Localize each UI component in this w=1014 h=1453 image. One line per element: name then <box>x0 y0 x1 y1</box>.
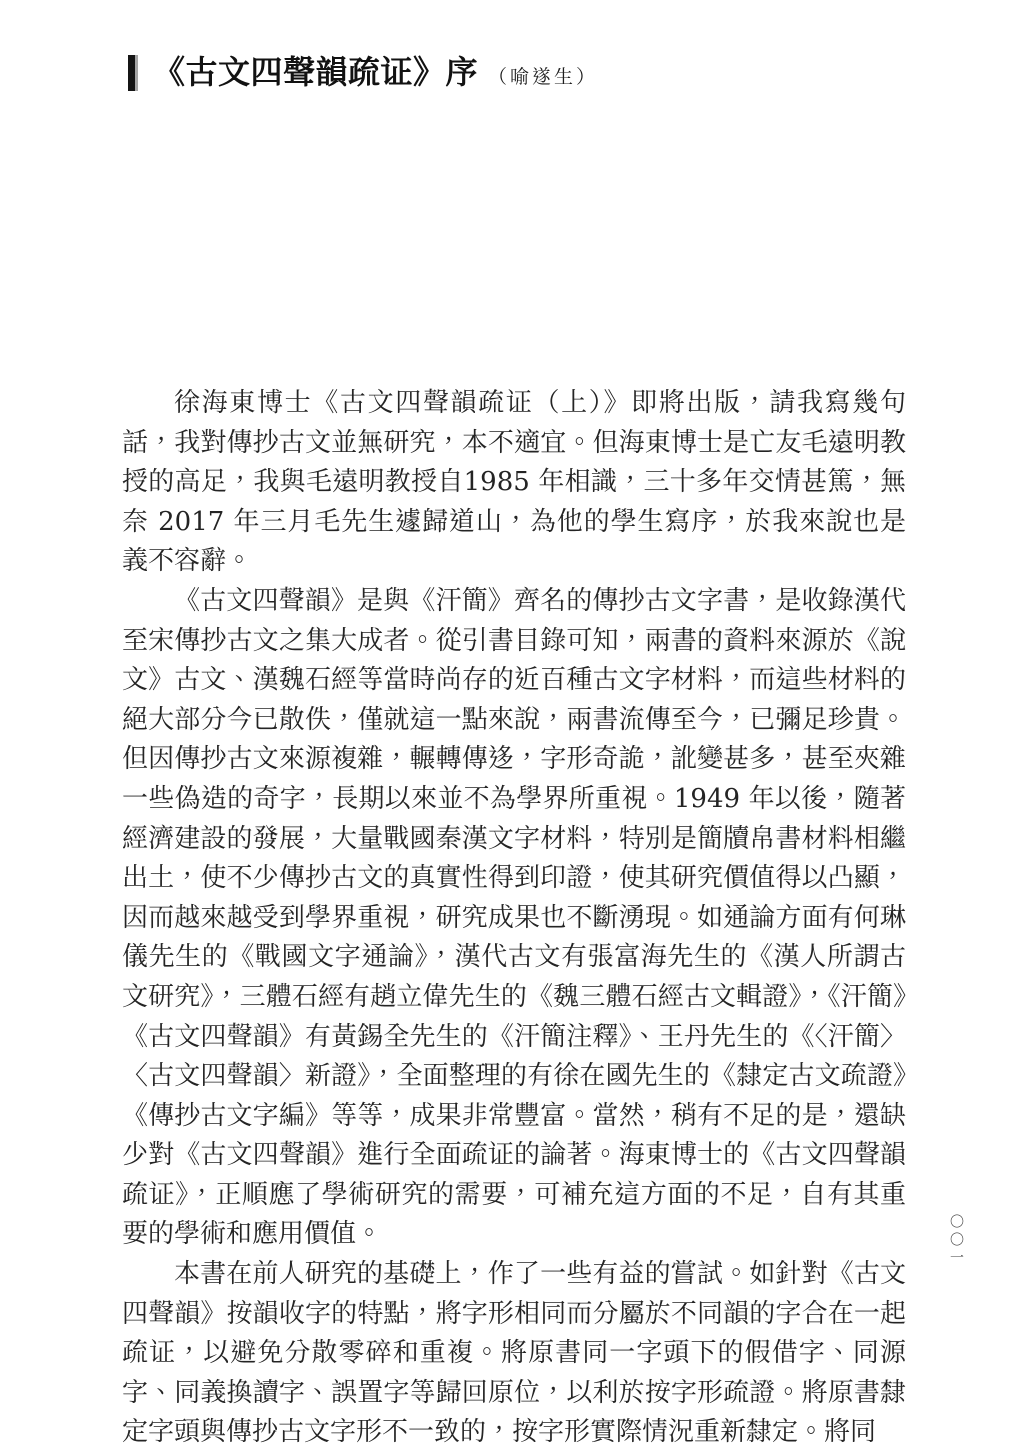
page-number: 〇〇一 <box>948 1214 964 1268</box>
author-note: （喻遂生） <box>488 66 599 88</box>
paragraph-3: 本書在前人研究的基礎上，作了一些有益的嘗試。如針對《古文四聲韻》按韻收字的特點，將字形相同而分屬於不同韻的字合在一起疏证，以避免分散零碎和重複。將原書同一字頭下的假借字、同源字、同義換讀字、誤置字等歸回原位，以利於按字形疏證。將原書隸定字頭與傳抄古文字形不一致的，按字形實際情況重新隸定。將同 <box>122 1259 906 1448</box>
chapter-header <box>128 52 598 92</box>
paragraph-2: 《古文四聲韻》是與《汗簡》齊名的傳抄古文字書，是收錄漢代至宋傳抄古文之集大成者。從引書目錄可知，兩書的資料來源於《說文》古文、漢魏石經等當時尚存的近百種古文字材料，而這些材料的絕大部分今已散佚，僅就這一點來說，兩書流傳至今，已彌足珍貴。但因傳抄古文來源複雜，輾轉傳迻，字形奇詭，訛變甚多，甚至夾雜一些偽造的奇字，長期以來並不為學界所重視。1949 年以後，隨著經濟建設的發展，大量戰國秦漢文字材料，特別是簡牘帛書材料相繼出土，使不少傳抄古文的真實性得到印證，使其研究價值得以凸顯，因而越來越受到學界重視，研究成果也不斷湧現。如通論方面有何琳儀先生的《戰國文字通論》，漢代古文有張富海先生的《漢人所謂古文研究》，三體石經有趙立偉先生的《魏三體石經古文輯證》，《汗簡》《古文四聲韻》有黃錫全先生的《汗簡注釋》、王丹先生的《〈汗簡〉〈古文四聲韻〉新證》，全面整理的有徐在國先生的《隸定古文疏證》《傳抄古文字編》等等，成果非常豐富。當然，稍有不足的是，還缺少對《古文四聲韻》進行全面疏证的論著。海東博士的《古文四聲韻疏证》，正順應了學術研究的需要，可補充這方面的不足，自有其重要的學術和應用價值。 <box>122 585 906 1250</box>
chapter-title: 《古文四聲韻疏证》序 <box>153 53 479 91</box>
paragraph-1: 徐海東博士《古文四聲韻疏证（上）》即將出版，請我寫幾句話，我對傳抄古文並無研究，本不適宜。但海東博士是亡友毛遠明教授的高足，我與毛遠明教授自1985 年相識，三十多年交情甚篤，無奈 2017 年三月毛先生遽歸道山，為他的學生寫序，於我來說也是義不容辭。 <box>122 388 906 577</box>
preface-body <box>122 384 906 1453</box>
title-marker-bar <box>128 55 138 91</box>
